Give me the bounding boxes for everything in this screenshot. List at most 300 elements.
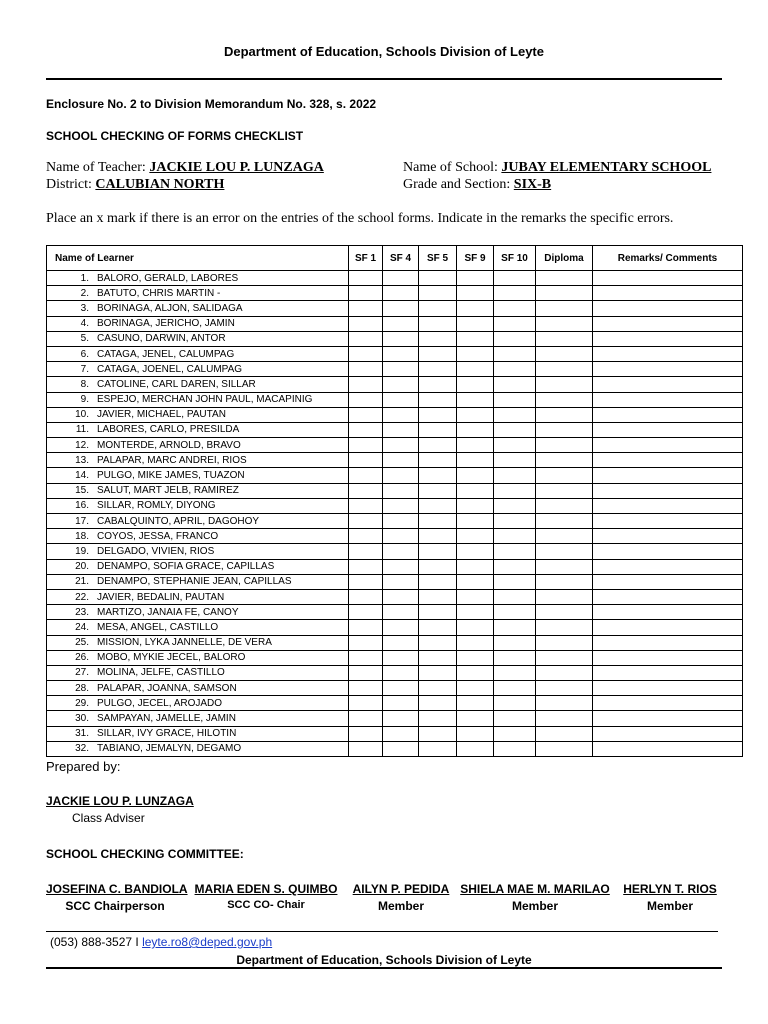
learner-name: BALORO, GERALD, LABORES bbox=[97, 272, 239, 284]
remarks-cell[interactable] bbox=[593, 741, 743, 756]
sf10-cell[interactable] bbox=[494, 377, 536, 392]
diploma-cell[interactable] bbox=[536, 620, 593, 635]
diploma-cell[interactable] bbox=[536, 331, 593, 346]
sf1-cell[interactable] bbox=[349, 453, 383, 468]
sf5-cell[interactable] bbox=[419, 271, 457, 286]
sf4-cell[interactable] bbox=[383, 544, 419, 559]
learner-name-cell bbox=[47, 407, 349, 422]
sf5-cell[interactable] bbox=[419, 696, 457, 711]
remarks-cell[interactable] bbox=[593, 681, 743, 696]
diploma-cell[interactable] bbox=[536, 271, 593, 286]
remarks-cell[interactable] bbox=[593, 483, 743, 498]
table-row bbox=[47, 665, 743, 680]
sf4-cell[interactable] bbox=[383, 711, 419, 726]
sf4-cell[interactable] bbox=[383, 681, 419, 696]
sf1-cell[interactable] bbox=[349, 696, 383, 711]
diploma-cell[interactable] bbox=[536, 316, 593, 331]
learner-name: MESA, ANGEL, CASTILLO bbox=[97, 621, 219, 633]
sf4-cell[interactable] bbox=[383, 377, 419, 392]
remarks-cell[interactable] bbox=[593, 271, 743, 286]
remarks-cell[interactable] bbox=[593, 498, 743, 513]
diploma-cell[interactable] bbox=[536, 422, 593, 437]
diploma-cell[interactable] bbox=[536, 544, 593, 559]
sf9-cell[interactable] bbox=[457, 574, 494, 589]
diploma-cell[interactable] bbox=[536, 377, 593, 392]
remarks-cell[interactable] bbox=[593, 605, 743, 620]
remarks-cell[interactable] bbox=[593, 377, 743, 392]
sf4-cell[interactable] bbox=[383, 620, 419, 635]
learner-number: 26. bbox=[75, 652, 89, 664]
sf10-cell[interactable] bbox=[494, 650, 536, 665]
diploma-cell[interactable] bbox=[536, 696, 593, 711]
sf10-cell[interactable] bbox=[494, 301, 536, 316]
sf1-cell[interactable] bbox=[349, 544, 383, 559]
table-row bbox=[47, 346, 743, 361]
teacher-info bbox=[46, 160, 324, 176]
sf4-cell[interactable] bbox=[383, 453, 419, 468]
sf4-cell[interactable] bbox=[383, 741, 419, 756]
learner-number: 7. bbox=[80, 363, 89, 375]
sf9-cell[interactable] bbox=[457, 377, 494, 392]
sf5-cell[interactable] bbox=[419, 498, 457, 513]
diploma-cell[interactable] bbox=[536, 392, 593, 407]
member-name: AILYN P. PEDIDA bbox=[352, 882, 450, 896]
sf1-cell[interactable] bbox=[349, 650, 383, 665]
learner-number: 18. bbox=[75, 530, 89, 542]
sf9-cell[interactable] bbox=[457, 422, 494, 437]
sf1-cell[interactable] bbox=[349, 483, 383, 498]
sf4-cell[interactable] bbox=[383, 498, 419, 513]
sf4-cell[interactable] bbox=[383, 331, 419, 346]
learner-number: 16. bbox=[75, 500, 89, 512]
learner-name-cell bbox=[47, 301, 349, 316]
sf5-cell[interactable] bbox=[419, 514, 457, 529]
sf10-cell[interactable] bbox=[494, 286, 536, 301]
sf4-cell[interactable] bbox=[383, 665, 419, 680]
diploma-cell[interactable] bbox=[536, 286, 593, 301]
remarks-cell[interactable] bbox=[593, 301, 743, 316]
learner-name: CASUNO, DARWIN, ANTOR bbox=[97, 333, 226, 345]
sf1-cell[interactable] bbox=[349, 407, 383, 422]
sf5-cell[interactable] bbox=[419, 331, 457, 346]
remarks-cell[interactable] bbox=[593, 346, 743, 361]
sf9-cell[interactable] bbox=[457, 681, 494, 696]
learner-name-cell bbox=[47, 422, 349, 437]
sf9-cell[interactable] bbox=[457, 331, 494, 346]
sf10-cell[interactable] bbox=[494, 331, 536, 346]
learner-number: 17. bbox=[75, 515, 89, 527]
learner-name: SILLAR, ROMLY, DIYONG bbox=[97, 500, 216, 512]
learner-name: BATUTO, CHRIS MARTIN - bbox=[97, 287, 221, 299]
sf4-cell[interactable] bbox=[383, 696, 419, 711]
teacher-name: JACKIE LOU P. LUNZAGA bbox=[149, 160, 324, 175]
sf10-cell[interactable] bbox=[494, 726, 536, 741]
header-sf10: SF 10 bbox=[494, 246, 536, 271]
remarks-cell[interactable] bbox=[593, 696, 743, 711]
member-name: MARIA EDEN S. QUIMBO bbox=[194, 882, 338, 896]
sf5-cell[interactable] bbox=[419, 665, 457, 680]
header-sf9: SF 9 bbox=[457, 246, 494, 271]
diploma-cell[interactable] bbox=[536, 498, 593, 513]
diploma-cell[interactable] bbox=[536, 605, 593, 620]
learner-number: 27. bbox=[75, 667, 89, 679]
diploma-cell[interactable] bbox=[536, 301, 593, 316]
sf4-cell[interactable] bbox=[383, 726, 419, 741]
sf1-cell[interactable] bbox=[349, 362, 383, 377]
remarks-cell[interactable] bbox=[593, 559, 743, 574]
enclosure-reference: Enclosure No. 2 to Division Memorandum No. 328, s. 2022 bbox=[46, 97, 377, 111]
sf5-cell[interactable] bbox=[419, 726, 457, 741]
prepared-by-label: Prepared by: bbox=[46, 759, 121, 774]
sf9-cell[interactable] bbox=[457, 453, 494, 468]
sf5-cell[interactable] bbox=[419, 346, 457, 361]
remarks-cell[interactable] bbox=[593, 407, 743, 422]
grade-section: SIX-B bbox=[513, 177, 552, 192]
sf5-cell[interactable] bbox=[419, 483, 457, 498]
sf10-cell[interactable] bbox=[494, 316, 536, 331]
remarks-cell[interactable] bbox=[593, 711, 743, 726]
sf10-cell[interactable] bbox=[494, 696, 536, 711]
learner-name-cell bbox=[47, 453, 349, 468]
sf10-cell[interactable] bbox=[494, 544, 536, 559]
sf5-cell[interactable] bbox=[419, 453, 457, 468]
diploma-cell[interactable] bbox=[536, 559, 593, 574]
sf5-cell[interactable] bbox=[419, 301, 457, 316]
learner-name-cell bbox=[47, 362, 349, 377]
learner-name: TABIANO, JEMALYN, DEGAMO bbox=[97, 743, 242, 755]
sf5-cell[interactable] bbox=[419, 635, 457, 650]
diploma-cell[interactable] bbox=[536, 468, 593, 483]
diploma-cell[interactable] bbox=[536, 453, 593, 468]
diploma-cell[interactable] bbox=[536, 514, 593, 529]
sf5-cell[interactable] bbox=[419, 681, 457, 696]
sf1-cell[interactable] bbox=[349, 331, 383, 346]
sf4-cell[interactable] bbox=[383, 407, 419, 422]
diploma-cell[interactable] bbox=[536, 711, 593, 726]
remarks-cell[interactable] bbox=[593, 316, 743, 331]
learner-name-cell bbox=[47, 438, 349, 453]
diploma-cell[interactable] bbox=[536, 483, 593, 498]
remarks-cell[interactable] bbox=[593, 665, 743, 680]
sf1-cell[interactable] bbox=[349, 635, 383, 650]
sf4-cell[interactable] bbox=[383, 468, 419, 483]
sf9-cell[interactable] bbox=[457, 559, 494, 574]
sf9-cell[interactable] bbox=[457, 316, 494, 331]
sf10-cell[interactable] bbox=[494, 271, 536, 286]
remarks-cell[interactable] bbox=[593, 362, 743, 377]
sf1-cell[interactable] bbox=[349, 377, 383, 392]
sf10-cell[interactable] bbox=[494, 407, 536, 422]
table-row bbox=[47, 711, 743, 726]
sf4-cell[interactable] bbox=[383, 514, 419, 529]
header-name-of-learner: Name of Learner bbox=[47, 246, 349, 271]
sf9-cell[interactable] bbox=[457, 650, 494, 665]
sf1-cell[interactable] bbox=[349, 514, 383, 529]
sf9-cell[interactable] bbox=[457, 696, 494, 711]
learner-name-cell bbox=[47, 346, 349, 361]
remarks-cell[interactable] bbox=[593, 726, 743, 741]
sf5-cell[interactable] bbox=[419, 544, 457, 559]
sf10-cell[interactable] bbox=[494, 453, 536, 468]
table-row bbox=[47, 529, 743, 544]
sf1-cell[interactable] bbox=[349, 741, 383, 756]
sf10-cell[interactable] bbox=[494, 529, 536, 544]
learner-name: PULGO, MIKE JAMES, TUAZON bbox=[97, 470, 245, 482]
sf9-cell[interactable] bbox=[457, 589, 494, 604]
sf9-cell[interactable] bbox=[457, 605, 494, 620]
sf10-cell[interactable] bbox=[494, 711, 536, 726]
table-row bbox=[47, 438, 743, 453]
remarks-cell[interactable] bbox=[593, 286, 743, 301]
diploma-cell[interactable] bbox=[536, 362, 593, 377]
sf4-cell[interactable] bbox=[383, 316, 419, 331]
sf9-cell[interactable] bbox=[457, 438, 494, 453]
sf9-cell[interactable] bbox=[457, 514, 494, 529]
learner-number: 21. bbox=[75, 576, 89, 588]
learner-name-cell bbox=[47, 316, 349, 331]
sf1-cell[interactable] bbox=[349, 422, 383, 437]
sf4-cell[interactable] bbox=[383, 301, 419, 316]
sf5-cell[interactable] bbox=[419, 589, 457, 604]
sf10-cell[interactable] bbox=[494, 559, 536, 574]
sf5-cell[interactable] bbox=[419, 650, 457, 665]
remarks-cell[interactable] bbox=[593, 650, 743, 665]
learner-name: MONTERDE, ARNOLD, BRAVO bbox=[97, 439, 241, 451]
sf5-cell[interactable] bbox=[419, 286, 457, 301]
remarks-cell[interactable] bbox=[593, 331, 743, 346]
sf1-cell[interactable] bbox=[349, 681, 383, 696]
sf10-cell[interactable] bbox=[494, 605, 536, 620]
learner-name-cell bbox=[47, 589, 349, 604]
remarks-cell[interactable] bbox=[593, 620, 743, 635]
diploma-cell[interactable] bbox=[536, 635, 593, 650]
sf1-cell[interactable] bbox=[349, 468, 383, 483]
sf9-cell[interactable] bbox=[457, 362, 494, 377]
sf1-cell[interactable] bbox=[349, 665, 383, 680]
sf5-cell[interactable] bbox=[419, 529, 457, 544]
sf10-cell[interactable] bbox=[494, 362, 536, 377]
learner-name: JAVIER, MICHAEL, PAUTAN bbox=[97, 409, 226, 421]
sf9-cell[interactable] bbox=[457, 271, 494, 286]
sf10-cell[interactable] bbox=[494, 741, 536, 756]
sf9-cell[interactable] bbox=[457, 498, 494, 513]
remarks-cell[interactable] bbox=[593, 589, 743, 604]
header-remarks: Remarks/ Comments bbox=[593, 246, 743, 271]
sf5-cell[interactable] bbox=[419, 559, 457, 574]
sf5-cell[interactable] bbox=[419, 316, 457, 331]
sf1-cell[interactable] bbox=[349, 559, 383, 574]
header-sf5: SF 5 bbox=[419, 246, 457, 271]
sf1-cell[interactable] bbox=[349, 605, 383, 620]
sf4-cell[interactable] bbox=[383, 422, 419, 437]
table-row bbox=[47, 377, 743, 392]
header-title: Department of Education, Schools Division of Leyte bbox=[224, 44, 544, 59]
sf10-cell[interactable] bbox=[494, 468, 536, 483]
sf5-cell[interactable] bbox=[419, 377, 457, 392]
member-name: HERLYN T. RIOS bbox=[623, 882, 717, 896]
sf9-cell[interactable] bbox=[457, 544, 494, 559]
sf9-cell[interactable] bbox=[457, 635, 494, 650]
sf4-cell[interactable] bbox=[383, 589, 419, 604]
sf9-cell[interactable] bbox=[457, 301, 494, 316]
remarks-cell[interactable] bbox=[593, 438, 743, 453]
learner-number: 22. bbox=[75, 591, 89, 603]
remarks-cell[interactable] bbox=[593, 453, 743, 468]
footer-divider-top bbox=[46, 931, 718, 932]
sf1-cell[interactable] bbox=[349, 392, 383, 407]
sf9-cell[interactable] bbox=[457, 286, 494, 301]
sf4-cell[interactable] bbox=[383, 346, 419, 361]
sf4-cell[interactable] bbox=[383, 483, 419, 498]
sf9-cell[interactable] bbox=[457, 529, 494, 544]
remarks-cell[interactable] bbox=[593, 514, 743, 529]
sf10-cell[interactable] bbox=[494, 620, 536, 635]
sf5-cell[interactable] bbox=[419, 620, 457, 635]
learner-number: 11. bbox=[75, 424, 89, 436]
sf4-cell[interactable] bbox=[383, 392, 419, 407]
sf10-cell[interactable] bbox=[494, 681, 536, 696]
sf9-cell[interactable] bbox=[457, 407, 494, 422]
sf10-cell[interactable] bbox=[494, 498, 536, 513]
learner-name-cell bbox=[47, 696, 349, 711]
sf1-cell[interactable] bbox=[349, 498, 383, 513]
diploma-cell[interactable] bbox=[536, 681, 593, 696]
sf9-cell[interactable] bbox=[457, 392, 494, 407]
sf5-cell[interactable] bbox=[419, 605, 457, 620]
learner-number: 5. bbox=[80, 333, 89, 345]
diploma-cell[interactable] bbox=[536, 589, 593, 604]
sf1-cell[interactable] bbox=[349, 271, 383, 286]
grade-info bbox=[403, 177, 551, 193]
sf10-cell[interactable] bbox=[494, 438, 536, 453]
sf9-cell[interactable] bbox=[457, 346, 494, 361]
sf5-cell[interactable] bbox=[419, 407, 457, 422]
table-row bbox=[47, 331, 743, 346]
table-row bbox=[47, 681, 743, 696]
sf5-cell[interactable] bbox=[419, 438, 457, 453]
sf1-cell[interactable] bbox=[349, 589, 383, 604]
learner-name: PALAPAR, MARC ANDREI, RIOS bbox=[97, 454, 247, 466]
sf5-cell[interactable] bbox=[419, 362, 457, 377]
prepared-by-name: JACKIE LOU P. LUNZAGA bbox=[46, 794, 194, 808]
contact-email-link[interactable]: leyte.ro8@deped.gov.ph bbox=[142, 935, 273, 949]
diploma-cell[interactable] bbox=[536, 741, 593, 756]
table-row bbox=[47, 301, 743, 316]
sf1-cell[interactable] bbox=[349, 316, 383, 331]
sf1-cell[interactable] bbox=[349, 529, 383, 544]
sf9-cell[interactable] bbox=[457, 468, 494, 483]
diploma-cell[interactable] bbox=[536, 650, 593, 665]
sf4-cell[interactable] bbox=[383, 635, 419, 650]
sf5-cell[interactable] bbox=[419, 468, 457, 483]
learner-number: 23. bbox=[75, 606, 89, 618]
sf10-cell[interactable] bbox=[494, 483, 536, 498]
sf1-cell[interactable] bbox=[349, 346, 383, 361]
diploma-cell[interactable] bbox=[536, 438, 593, 453]
learner-number: 6. bbox=[80, 348, 89, 360]
sf4-cell[interactable] bbox=[383, 529, 419, 544]
learner-name: MOBO, MYKIE JECEL, BALORO bbox=[97, 652, 246, 664]
learner-name-cell bbox=[47, 726, 349, 741]
diploma-cell[interactable] bbox=[536, 665, 593, 680]
learner-number: 14. bbox=[75, 470, 89, 482]
remarks-cell[interactable] bbox=[593, 574, 743, 589]
sf1-cell[interactable] bbox=[349, 574, 383, 589]
sf5-cell[interactable] bbox=[419, 392, 457, 407]
sf4-cell[interactable] bbox=[383, 271, 419, 286]
table-row bbox=[47, 483, 743, 498]
sf9-cell[interactable] bbox=[457, 711, 494, 726]
table-row bbox=[47, 741, 743, 756]
sf1-cell[interactable] bbox=[349, 711, 383, 726]
sf5-cell[interactable] bbox=[419, 422, 457, 437]
sf10-cell[interactable] bbox=[494, 514, 536, 529]
sf10-cell[interactable] bbox=[494, 635, 536, 650]
sf4-cell[interactable] bbox=[383, 559, 419, 574]
remarks-cell[interactable] bbox=[593, 544, 743, 559]
member-role: Member bbox=[377, 899, 424, 913]
sf9-cell[interactable] bbox=[457, 483, 494, 498]
sf1-cell[interactable] bbox=[349, 286, 383, 301]
remarks-cell[interactable] bbox=[593, 392, 743, 407]
committee-member-co-chair bbox=[192, 882, 340, 911]
learner-name: PULGO, JECEL, AROJADO bbox=[97, 697, 223, 709]
diploma-cell[interactable] bbox=[536, 726, 593, 741]
sf10-cell[interactable] bbox=[494, 422, 536, 437]
learner-name: BORINAGA, JERICHO, JAMIN bbox=[97, 318, 235, 330]
sf9-cell[interactable] bbox=[457, 726, 494, 741]
remarks-cell[interactable] bbox=[593, 422, 743, 437]
learner-name-cell bbox=[47, 331, 349, 346]
sf10-cell[interactable] bbox=[494, 589, 536, 604]
sf10-cell[interactable] bbox=[494, 665, 536, 680]
sf1-cell[interactable] bbox=[349, 438, 383, 453]
learner-number: 2. bbox=[80, 287, 89, 299]
sf5-cell[interactable] bbox=[419, 741, 457, 756]
sf1-cell[interactable] bbox=[349, 726, 383, 741]
sf4-cell[interactable] bbox=[383, 650, 419, 665]
sf10-cell[interactable] bbox=[494, 574, 536, 589]
sf10-cell[interactable] bbox=[494, 346, 536, 361]
school-label: Name of School: bbox=[403, 160, 502, 175]
sf5-cell[interactable] bbox=[419, 711, 457, 726]
sf4-cell[interactable] bbox=[383, 574, 419, 589]
sf1-cell[interactable] bbox=[349, 620, 383, 635]
sf4-cell[interactable] bbox=[383, 362, 419, 377]
remarks-cell[interactable] bbox=[593, 635, 743, 650]
sf9-cell[interactable] bbox=[457, 741, 494, 756]
sf1-cell[interactable] bbox=[349, 301, 383, 316]
sf10-cell[interactable] bbox=[494, 392, 536, 407]
sf5-cell[interactable] bbox=[419, 574, 457, 589]
sf4-cell[interactable] bbox=[383, 438, 419, 453]
sf9-cell[interactable] bbox=[457, 665, 494, 680]
diploma-cell[interactable] bbox=[536, 346, 593, 361]
diploma-cell[interactable] bbox=[536, 407, 593, 422]
school-info bbox=[403, 160, 711, 176]
diploma-cell[interactable] bbox=[536, 574, 593, 589]
header-sf4: SF 4 bbox=[383, 246, 419, 271]
learner-name: DENAMPO, SOFIA GRACE, CAPILLAS bbox=[97, 561, 275, 573]
learner-name-cell bbox=[47, 711, 349, 726]
remarks-cell[interactable] bbox=[593, 468, 743, 483]
diploma-cell[interactable] bbox=[536, 529, 593, 544]
remarks-cell[interactable] bbox=[593, 529, 743, 544]
learner-name-cell bbox=[47, 635, 349, 650]
sf4-cell[interactable] bbox=[383, 286, 419, 301]
sf4-cell[interactable] bbox=[383, 605, 419, 620]
sf9-cell[interactable] bbox=[457, 620, 494, 635]
